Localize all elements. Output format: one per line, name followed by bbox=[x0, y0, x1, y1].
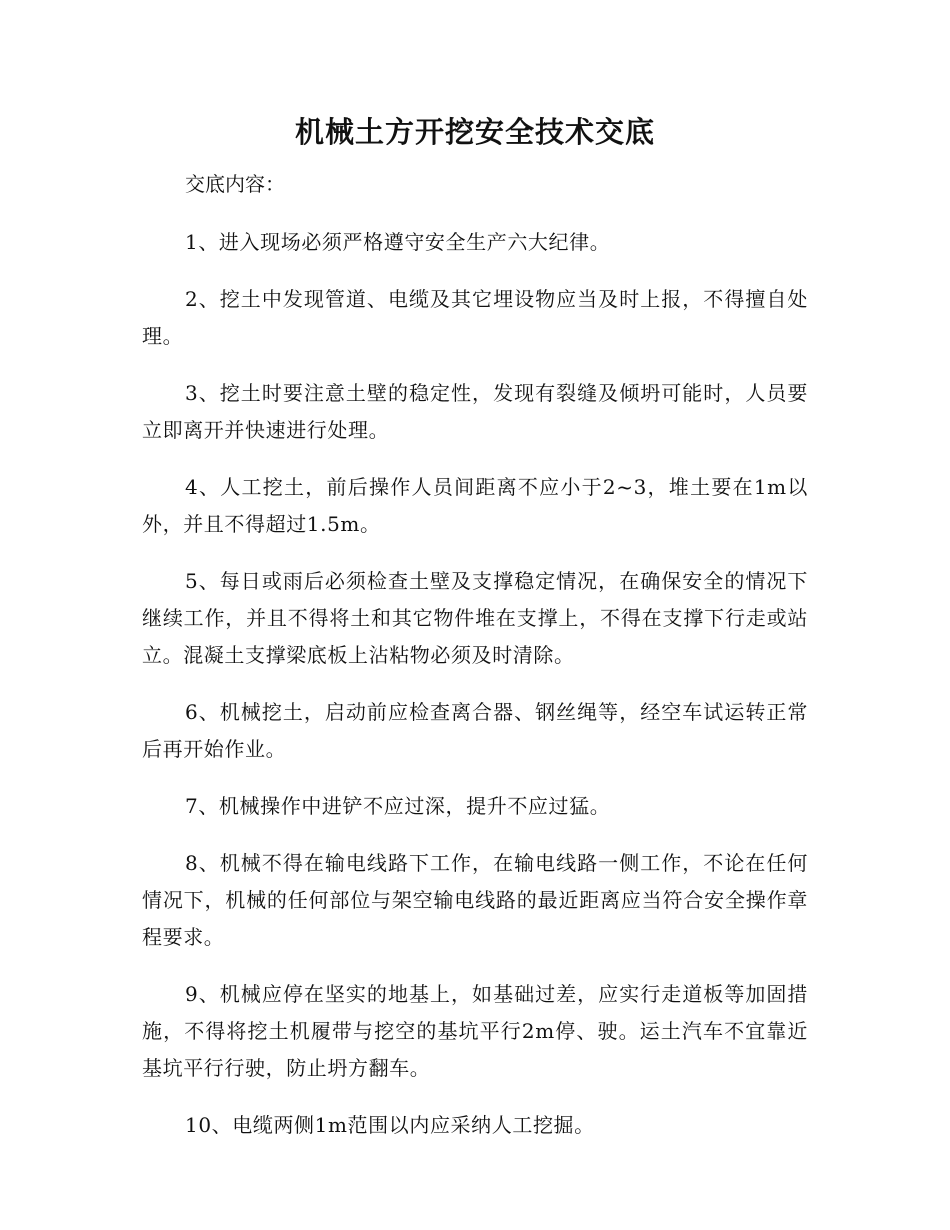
list-item: 4、人工挖土，前后操作人员间距离不应小于2~3，堆土要在1m以外，并且不得超过1.5m。 bbox=[142, 475, 808, 536]
list-item: 5、每日或雨后必须检查土壁及支撑稳定情况，在确保安全的情况下继续工作，并且不得将土和其它物件堆在支撑上，不得在支撑下行走或站立。混凝土支撑梁底板上沾粘物必须及时清除。 bbox=[142, 569, 808, 667]
list-item: 3、挖土时要注意土壁的稳定性，发现有裂缝及倾坍可能时，人员要立即离开并快速进行处理。 bbox=[142, 381, 808, 442]
list-item: 8、机械不得在输电线路下工作，在输电线路一侧工作，不论在任何情况下，机械的任何部位与架空输电线路的最近距离应当符合安全操作章程要求。 bbox=[142, 851, 808, 949]
list-item: 10、电缆两侧1m范围以内应采纳人工挖掘。 bbox=[185, 1113, 595, 1137]
list-item: 1、进入现场必须严格遵守安全生产六大纪律。 bbox=[185, 230, 611, 254]
list-item: 2、挖土中发现管道、电缆及其它埋设物应当及时上报，不得擅自处理。 bbox=[142, 287, 808, 348]
list-item: 6、机械挖土，启动前应检查离合器、钢丝绳等，经空车试运转正常后再开始作业。 bbox=[142, 700, 808, 761]
list-item: 7、机械操作中进铲不应过深，提升不应过猛。 bbox=[185, 794, 611, 818]
list-item: 9、机械应停在坚实的地基上，如基础过差，应实行走道板等加固措施，不得将挖土机履带与挖空的基坑平行2m停、驶。运土汽车不宜靠近基坑平行行驶，防止坍方翻车。 bbox=[142, 982, 808, 1080]
intro-label: 交底内容： bbox=[185, 172, 285, 196]
item-list bbox=[142, 224, 808, 1164]
document-title: 机械土方开挖安全技术交底 bbox=[294, 115, 655, 149]
